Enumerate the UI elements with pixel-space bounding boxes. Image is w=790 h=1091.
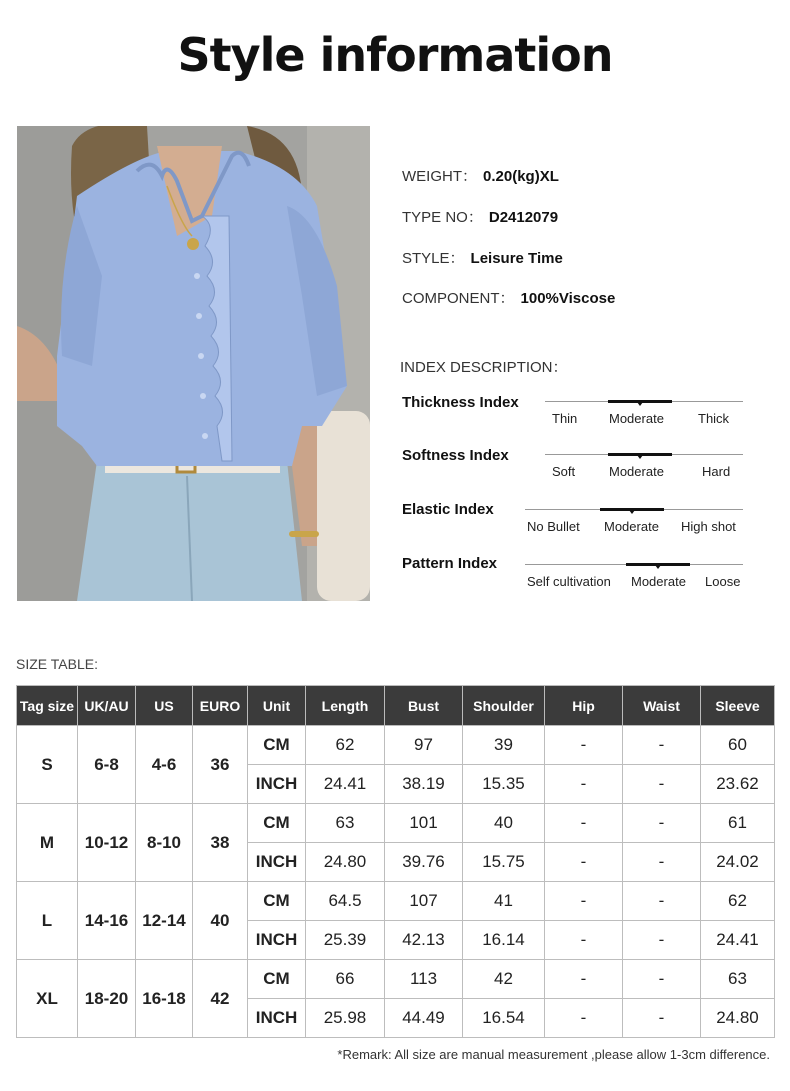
header-sleeve: Sleeve — [701, 686, 775, 726]
header-hip: Hip — [545, 686, 623, 726]
length-cell: 24.80 — [306, 843, 385, 882]
unit-cell: INCH — [248, 999, 306, 1038]
spec-label: COMPONENT： — [402, 290, 515, 307]
hip-cell: - — [545, 999, 623, 1038]
scale-option: Moderate — [631, 574, 686, 589]
waist-cell: - — [623, 999, 701, 1038]
unit-cell: CM — [248, 726, 306, 765]
shoulder-cell: 41 — [463, 882, 545, 921]
euro-cell: 40 — [193, 882, 248, 960]
bust-cell: 39.76 — [385, 843, 463, 882]
tag-size-cell: M — [17, 804, 78, 882]
hip-cell: - — [545, 882, 623, 921]
header-waist: Waist — [623, 686, 701, 726]
header-euro: EURO — [193, 686, 248, 726]
unit-cell: CM — [248, 960, 306, 999]
index-description-label: INDEX DESCRIPTION： — [400, 359, 568, 376]
shoulder-cell: 16.54 — [463, 999, 545, 1038]
length-cell: 24.41 — [306, 765, 385, 804]
sleeve-cell: 61 — [701, 804, 775, 843]
scale-pointer — [655, 565, 661, 569]
length-cell: 66 — [306, 960, 385, 999]
waist-cell: - — [623, 843, 701, 882]
spec-weight — [402, 165, 559, 186]
bust-cell: 97 — [385, 726, 463, 765]
spec-type-no — [402, 206, 558, 227]
remark-note: *Remark: All size are manual measurement ,please allow 1-3cm difference. — [337, 1047, 770, 1062]
scale-option: Moderate — [604, 519, 659, 534]
scale-option: Hard — [702, 464, 731, 479]
page-title: Style information — [177, 28, 613, 82]
tag-size-cell: L — [17, 882, 78, 960]
bust-cell: 38.19 — [385, 765, 463, 804]
tag-size-cell: S — [17, 726, 78, 804]
waist-cell: - — [623, 765, 701, 804]
length-cell: 25.98 — [306, 999, 385, 1038]
spec-style — [402, 247, 563, 268]
waist-cell: - — [623, 960, 701, 999]
us-cell: 4-6 — [136, 726, 193, 804]
size-table — [16, 685, 775, 1038]
table-row — [17, 726, 775, 765]
sleeve-cell: 60 — [701, 726, 775, 765]
header-unit: Unit — [248, 686, 306, 726]
index-name-thickness: Thickness Index — [402, 394, 519, 411]
index-name-pattern: Pattern Index — [402, 555, 498, 572]
unit-cell: INCH — [248, 921, 306, 960]
hip-cell: - — [545, 765, 623, 804]
spec-component — [402, 287, 615, 308]
tag-size-cell: XL — [17, 960, 78, 1038]
spec-label: WEIGHT： — [402, 168, 477, 185]
waist-cell: - — [623, 882, 701, 921]
header-us: US — [136, 686, 193, 726]
unit-cell: CM — [248, 882, 306, 921]
scale-pointer — [629, 510, 635, 514]
shoulder-cell: 40 — [463, 804, 545, 843]
euro-cell: 38 — [193, 804, 248, 882]
us-cell: 16-18 — [136, 960, 193, 1038]
waist-cell: - — [623, 921, 701, 960]
scale-pointer — [637, 402, 643, 406]
hip-cell: - — [545, 960, 623, 999]
us-cell: 8-10 — [136, 804, 193, 882]
header-bust: Bust — [385, 686, 463, 726]
uk-au-cell: 18-20 — [78, 960, 136, 1038]
bust-cell: 113 — [385, 960, 463, 999]
index-name-softness: Softness Index — [402, 447, 509, 464]
waist-cell: - — [623, 804, 701, 843]
bust-cell: 101 — [385, 804, 463, 843]
us-cell: 12-14 — [136, 882, 193, 960]
sleeve-cell: 23.62 — [701, 765, 775, 804]
sleeve-cell: 24.02 — [701, 843, 775, 882]
index-scale-softness — [545, 454, 743, 484]
sleeve-cell: 63 — [701, 960, 775, 999]
product-photo — [17, 126, 370, 601]
length-cell: 63 — [306, 804, 385, 843]
header-shoulder: Shoulder — [463, 686, 545, 726]
scale-option: No Bullet — [527, 519, 580, 534]
index-name-elastic: Elastic Index — [402, 501, 494, 518]
sleeve-cell: 24.80 — [701, 999, 775, 1038]
scale-pointer — [637, 455, 643, 459]
length-cell: 62 — [306, 726, 385, 765]
uk-au-cell: 14-16 — [78, 882, 136, 960]
shoulder-cell: 15.35 — [463, 765, 545, 804]
spec-label: TYPE NO： — [402, 209, 483, 226]
index-scale-pattern — [525, 564, 743, 594]
waist-cell: - — [623, 726, 701, 765]
table-row — [17, 960, 775, 999]
hip-cell: - — [545, 843, 623, 882]
shoulder-cell: 15.75 — [463, 843, 545, 882]
scale-option: Moderate — [609, 464, 664, 479]
euro-cell: 42 — [193, 960, 248, 1038]
shoulder-cell: 39 — [463, 726, 545, 765]
header-length: Length — [306, 686, 385, 726]
scale-option: Self cultivation — [527, 574, 611, 589]
spec-value: D2412079 — [488, 209, 559, 226]
unit-cell: INCH — [248, 843, 306, 882]
size-table-header-row — [17, 686, 775, 726]
hip-cell: - — [545, 726, 623, 765]
spec-value: 0.20(kg)XL — [483, 168, 559, 185]
sleeve-cell: 62 — [701, 882, 775, 921]
unit-cell: INCH — [248, 765, 306, 804]
header-tag-size: Tag size — [17, 686, 78, 726]
scale-option: High shot — [681, 519, 736, 534]
uk-au-cell: 10-12 — [78, 804, 136, 882]
hip-cell: - — [545, 804, 623, 843]
shoulder-cell: 16.14 — [463, 921, 545, 960]
spec-value: 100%Viscose — [520, 290, 616, 307]
bust-cell: 44.49 — [385, 999, 463, 1038]
scale-option: Thin — [552, 411, 578, 426]
unit-cell: CM — [248, 804, 306, 843]
length-cell: 25.39 — [306, 921, 385, 960]
euro-cell: 36 — [193, 726, 248, 804]
size-table-label: SIZE TABLE: — [16, 656, 98, 672]
scale-option: Soft — [552, 464, 576, 479]
hip-cell: - — [545, 921, 623, 960]
spec-label: STYLE： — [402, 250, 465, 267]
scale-option: Loose — [705, 574, 741, 589]
table-row — [17, 804, 775, 843]
scale-option: Thick — [698, 411, 730, 426]
header-uk-au: UK/AU — [78, 686, 136, 726]
index-scale-thickness — [545, 401, 743, 431]
shoulder-cell: 42 — [463, 960, 545, 999]
index-scale-elastic — [525, 509, 743, 539]
sleeve-cell: 24.41 — [701, 921, 775, 960]
bust-cell: 107 — [385, 882, 463, 921]
length-cell: 64.5 — [306, 882, 385, 921]
table-row — [17, 882, 775, 921]
bust-cell: 42.13 — [385, 921, 463, 960]
spec-value: Leisure Time — [470, 250, 563, 267]
scale-option: Moderate — [609, 411, 664, 426]
uk-au-cell: 6-8 — [78, 726, 136, 804]
